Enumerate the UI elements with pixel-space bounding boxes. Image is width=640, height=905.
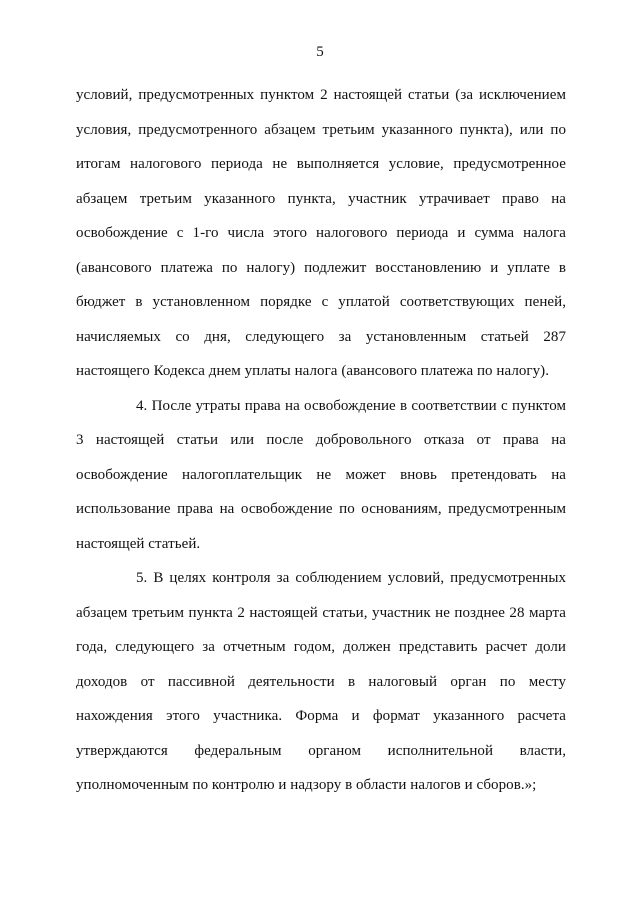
paragraph-continuation: условий, предусмотренных пунктом 2 настоящей статьи (за исключением условия, предусмотренного абзацем третьим указанного пункта), или по итогам налогового периода не выполняется условие, предусмотренное абзацем третьим указанного пункта, участник утрачивает право на освобождение с 1-го числа этого налогового периода и сумма налога (авансового платежа по налогу) подлежит восстановлению и уплате в бюджет в установленном порядке с уплатой соответствующих пеней, начисляемых со дня, следующего за установленным статьей 287 настоящего Кодекса днем уплаты налога (авансового платежа по налогу). [76, 87, 566, 379]
paragraph-item-4: 4. После утраты права на освобождение в соответствии с пунктом 3 настоящей статьи или после добровольного отказа от права на освобождение налогоплательщик не может вновь претендовать на использование права на освобождение по основаниям, предусмотренным настоящей статьей. [76, 397, 566, 552]
document-body [76, 78, 566, 803]
page-number: 5 [316, 44, 324, 60]
paragraph-item-5: 5. В целях контроля за соблюдением условий, предусмотренных абзацем третьим пункта 2 настоящей статьи, участник не позднее 28 марта года, следующего за отчетным годом, должен представить расчет доли доходов от пассивной деятельности в налоговый орган по месту нахождения этого участника. Форма и формат указанного расчета утверждаются федеральным органом исполнительной власти, уполномоченным по контролю и надзору в области налогов и сборов.»; [76, 570, 566, 793]
